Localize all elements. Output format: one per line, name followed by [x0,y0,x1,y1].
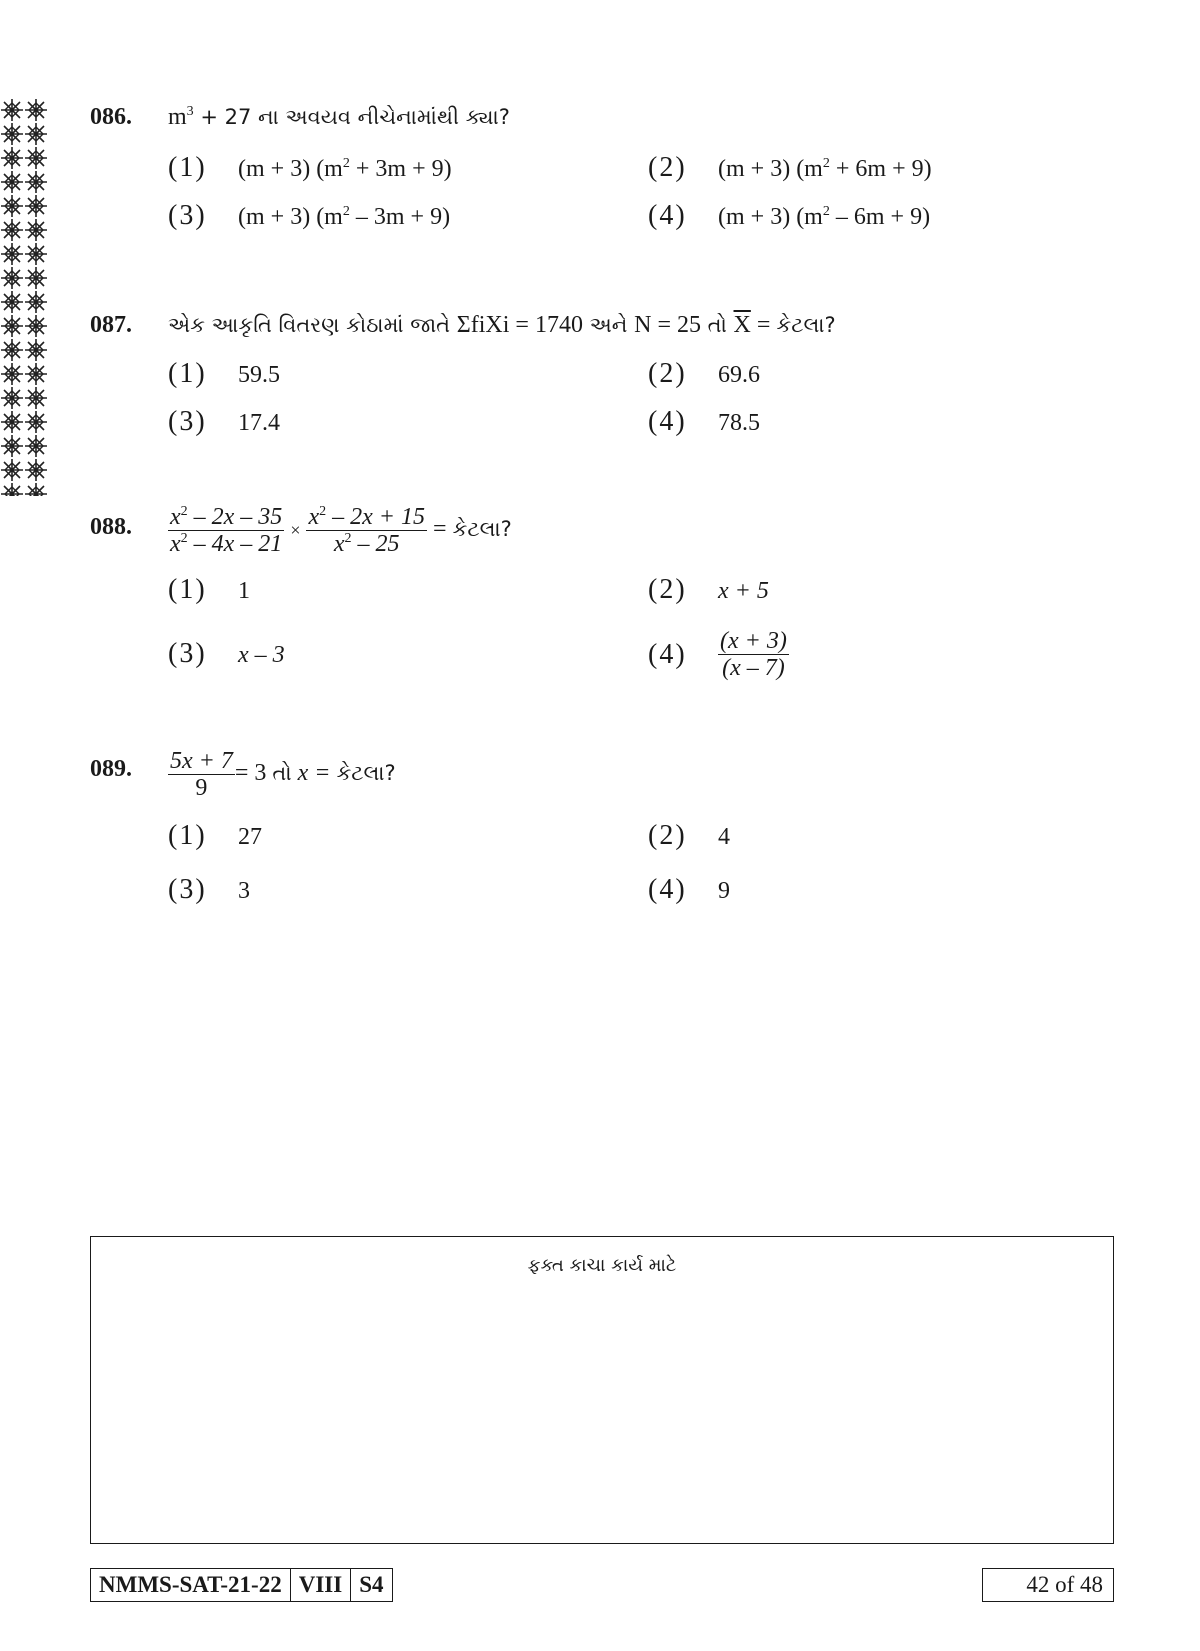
fraction: $\frac{x^2 - 2x + 15}{x^2 - 25}$ [308,504,425,557]
question-stem: $m^3 + 27$ ના અવયવ નીચેનામાંથી ક્યા? [168,104,510,130]
option-087-2[interactable]: (2) 69.6 [648,358,760,389]
option-089-1[interactable]: (1) 27 [168,820,262,851]
option-088-1[interactable]: (1) 1 [168,574,250,605]
fraction: $\frac{(x + 3)}{(x - 7)}$ [720,628,787,681]
fraction: $\frac{x^2 - 2x - 35}{x^2 - 4x - 21}$ [170,504,283,557]
series-label: S4 [359,1572,384,1597]
option-089-3[interactable]: (3) 3 [168,874,250,905]
option-087-1[interactable]: (1) 59.5 [168,358,280,389]
question-stem: $\frac{5x + 7}{9}$ = 3 તો x = કેટલા? [170,748,396,801]
rough-work-box [90,1236,1114,1544]
option-086-1[interactable]: (1) (m + 3) $(m^2 + 3m + 9)$ [168,152,452,183]
exam-code: NMMS-SAT-21-22 [91,1569,291,1601]
option-086-3[interactable]: (3) (m + 3) $(m^2 - 3m + 9)$ [168,200,451,231]
option-089-2[interactable]: (2) 4 [648,820,730,851]
option-086-2[interactable]: (2) (m + 3) $(m^2 + 6m + 9)$ [648,152,932,183]
question-stem: $\frac{x^2 - 2x - 35}{x^2 - 4x - 21}$ × $\frac{x^2 - 2x + 15}{x^2 - 25}$ = કેટલા? [170,504,512,557]
page-number: 42 of 48 [982,1568,1114,1602]
class-label: VIII [291,1569,351,1601]
option-087-3[interactable]: (3) 17.4 [168,406,280,437]
option-088-4[interactable]: (4) $\frac{(x + 3)}{(x - 7)}$ [648,628,787,681]
rough-work-label: ફક્ત કાચા કાર્ય માટે [527,1255,677,1276]
question-number: 086. [90,104,132,130]
option-087-4[interactable]: (4) 78.5 [648,406,760,437]
question-number: 089. [90,756,132,782]
decorative-border-pattern [0,98,48,496]
option-089-4[interactable]: (4) 9 [648,874,730,905]
question-stem: એક આકૃતિ વિતરણ કોઠામાં જાતે ΣfiXi = 1740 અને N = 25 તો $\overline{X}$ = કેટલા? [168,312,836,338]
option-088-3[interactable]: (3) x – 3 [168,638,285,669]
question-number: 088. [90,514,132,540]
paper-code-box [90,1568,393,1602]
option-088-2[interactable]: (2) x + 5 [648,574,769,605]
fraction: $\frac{5x + 7}{9}$ [170,748,233,801]
option-086-4[interactable]: (4) (m + 3) $(m^2 - 6m + 9)$ [648,200,931,231]
question-number: 087. [90,312,132,338]
